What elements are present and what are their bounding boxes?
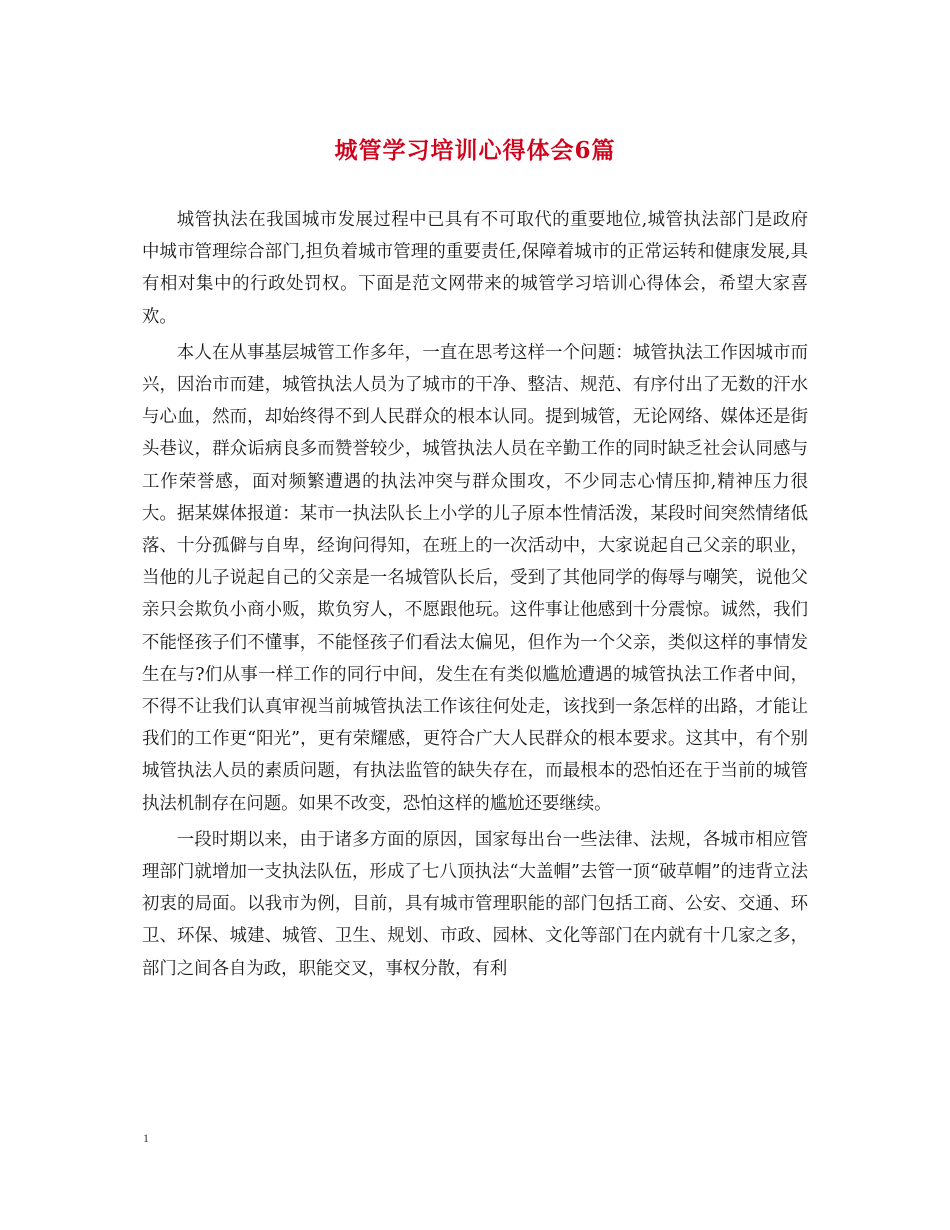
document-title: 城管学习培训心得体会6篇 [334,137,616,164]
document-body [142,204,808,989]
page-number: 1 [143,1131,149,1145]
paragraph-history: 一段时期以来，由于诸多方面的原因，国家每出台一些法律、法规，各城市相应管理部门就增加一支执法队伍，形成了七八顶执法“大盖帽”去管一顶“破草帽”的违背立法初衷的局面。以我市为例，目前，具有城市管理职能的部门包括工商、公安、交通、环卫、环保、城建、城管、卫生、规划、市政、园林、文化等部门在内就有十几家之多，部门之间各自为政，职能交叉，事权分散，有利 [142,829,808,979]
paragraph-experience: 本人在从事基层城管工作多年，一直在思考这样一个问题：城管执法工作因城市而兴，因治市而建，城管执法人员为了城市的干净、整洁、规范、有序付出了无数的汗水与心血，然而，却始终得不到人民群众的根本认同。提到城管，无论网络、媒体还是街头巷议，群众诟病良多而赞誉较少，城管执法人员在辛勤工作的同时缺乏社会认同感与工作荣誉感，面对频繁遭遇的执法冲突与群众围攻，不少同志心情压抑,精神压力很大。据某媒体报道：某市一执法队长上小学的儿子原本性情活泼，某段时间突然情绪低落、十分孤僻与自卑，经询问得知，在班上的一次活动中，大家说起自己父亲的职业，当他的儿子说起自己的父亲是一名城管队长后，受到了其他同学的侮辱与嘲笑，说他父亲只会欺负小商小贩，欺负穷人，不愿跟他玩。这件事让他感到十分震惊。诚然，我们不能怪孩子们不懂事，不能怪孩子们看法太偏见，但作为一个父亲，类似这样的事情发生在与?们从事一样工作的同行中间，发生在有类似尴尬遭遇的城管执法工作者中间，不得不让我们认真审视当前城管执法工作该往何处走，该找到一条怎样的出路，才能让我们的工作更“阳光”，更有荣耀感，更符合广大人民群众的根本要求。这其中，有个别城管执法人员的素质问题，有执法监管的缺失存在，而最根本的恐怕还在于当前的城管执法机制存在问题。如果不改变，恐怕这样的尴尬还要继续。 [142,342,808,814]
paragraph-intro: 城管执法在我国城市发展过程中已具有不可取代的重要地位,城管执法部门是政府中城市管理综合部门,担负着城市管理的重要责任,保障着城市的正常运转和健康发展,具有相对集中的行政处罚权。下面是范文网带来的城管学习培训心得体会，希望大家喜欢。 [142,210,808,327]
